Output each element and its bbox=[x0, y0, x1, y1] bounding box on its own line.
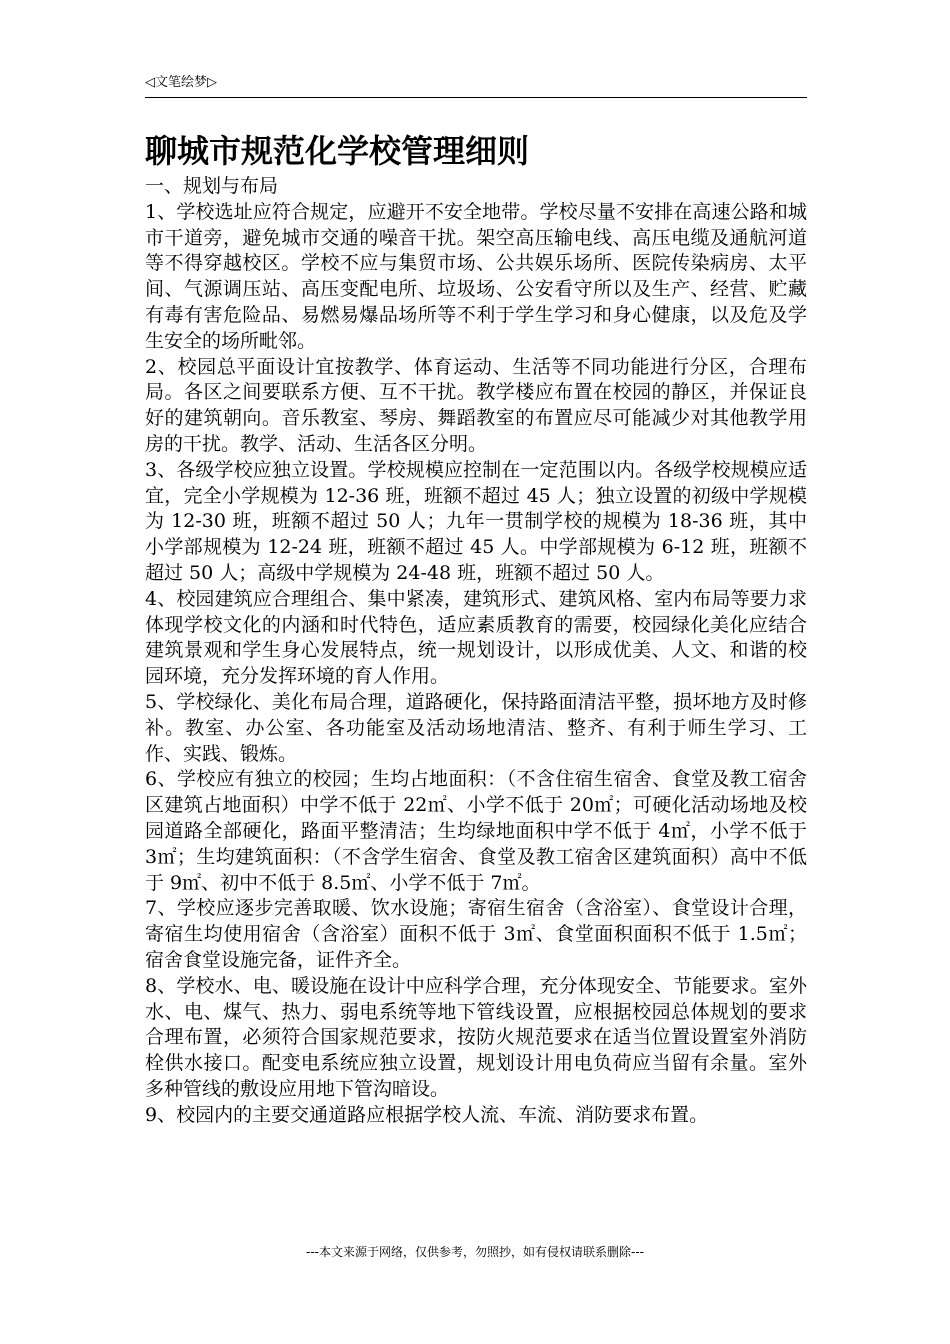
paragraph-7: 7、学校应逐步完善取暖、饮水设施；寄宿生宿舍（含浴室）、食堂设计合理，寄宿生均使用宿舍（含浴室）面积不低于 3㎡、食堂面积面积不低于 1.5㎡；宿舍食堂设施完备，证件齐全。 bbox=[145, 897, 807, 971]
paragraph-4: 4、校园建筑应合理组合、集中紧凑，建筑形式、建筑风格、室内布局等要力求体现学校文化的内涵和时代特色，适应素质教育的需要，校园绿化美化应结合建筑景观和学生身心发展特点，统一规划设计，以形成优美、人文、和谐的校园环境，充分发挥环境的育人作用。 bbox=[145, 587, 807, 688]
paragraph-8: 8、学校水、电、暖设施在设计中应科学合理，充分体现安全、节能要求。室外水、电、煤气、热力、弱电系统等地下管线设置，应根据校园总体规划的要求合理布置，必须符合国家规范要求，按防火规范要求在适当位置设置室外消防栓供水接口。配变电系统应独立设置，规划设计用电负荷应当留有余量。室外多种管线的敷设应用地下管沟暗设。 bbox=[145, 974, 807, 1100]
header-divider bbox=[145, 97, 807, 98]
paragraph-6: 6、学校应有独立的校园；生均占地面积：（不含住宿生宿舍、食堂及教工宿舍区建筑占地面积）中学不低于 22㎡、小学不低于 20㎡；可硬化活动场地及校园道路全部硬化，路面平整清洁；生均绿地面积中学不低于 4㎡，小学不低于 3㎡；生均建筑面积：（不含学生宿舍、食堂及教工宿舍区建筑面积）高中不低于 9㎡、初中不低于 8.5㎡、小学不低于 7㎡。 bbox=[145, 768, 807, 894]
paragraph-1: 1、学校选址应符合规定，应避开不安全地带。学校尽量不安排在高速公路和城市干道旁，避免城市交通的噪音干扰。架空高压输电线、高压电缆及通航河道等不得穿越校区。学校不应与集贸市场、公共娱乐场所、医院传染病房、太平间、气源调压站、高压变配电所、垃圾场、公安看守所以及生产、经营、贮藏有毒有害危险品、易燃易爆品场所等不利于学生学习和身心健康，以及危及学生安全的场所毗邻。 bbox=[145, 200, 807, 352]
paragraph-2: 2、校园总平面设计宜按教学、体育运动、生活等不同功能进行分区，合理布局。各区之间要联系方便、互不干扰。教学楼应布置在校园的静区，并保证良好的建筑朝向。音乐教室、琴房、舞蹈教室的布置应尽可能减少对其他教学用房的干扰。教学、活动、生活各区分明。 bbox=[145, 355, 807, 455]
section-heading: 一、规划与布局 bbox=[145, 175, 279, 197]
document-body bbox=[145, 174, 807, 1128]
header-label: ◁文笔绘梦▷ bbox=[145, 75, 217, 90]
footer-notice: ---本文来源于网络，仅供参考，勿照抄，如有侵权请联系删除--- bbox=[306, 1245, 644, 1259]
paragraph-3: 3、各级学校应独立设置。学校规模应控制在一定范围以内。各级学校规模应适宜，完全小学规模为 12-36 班，班额不超过 45 人；独立设置的初级中学规模为 12-30 班，班额不超过 50 人；九年一贯制学校的规模为 18-36 班，其中小学部规模为 12-24 班，班额不超过 45 人。中学部规模为 6-12 班，班额不超过 50 人；高级中学规模为 24-48 班，班额不超过 50 人。 bbox=[145, 458, 807, 584]
document-title: 聊城市规范化学校管理细则 bbox=[145, 132, 530, 170]
paragraph-9: 9、校园内的主要交通道路应根据学校人流、车流、消防要求布置。 bbox=[145, 1103, 709, 1126]
paragraph-5: 5、学校绿化、美化布局合理，道路硬化，保持路面清洁平整，损坏地方及时修补。教室、办公室、各功能室及活动场地清洁、整齐、有利于师生学习、工作、实践、锻炼。 bbox=[145, 690, 807, 765]
